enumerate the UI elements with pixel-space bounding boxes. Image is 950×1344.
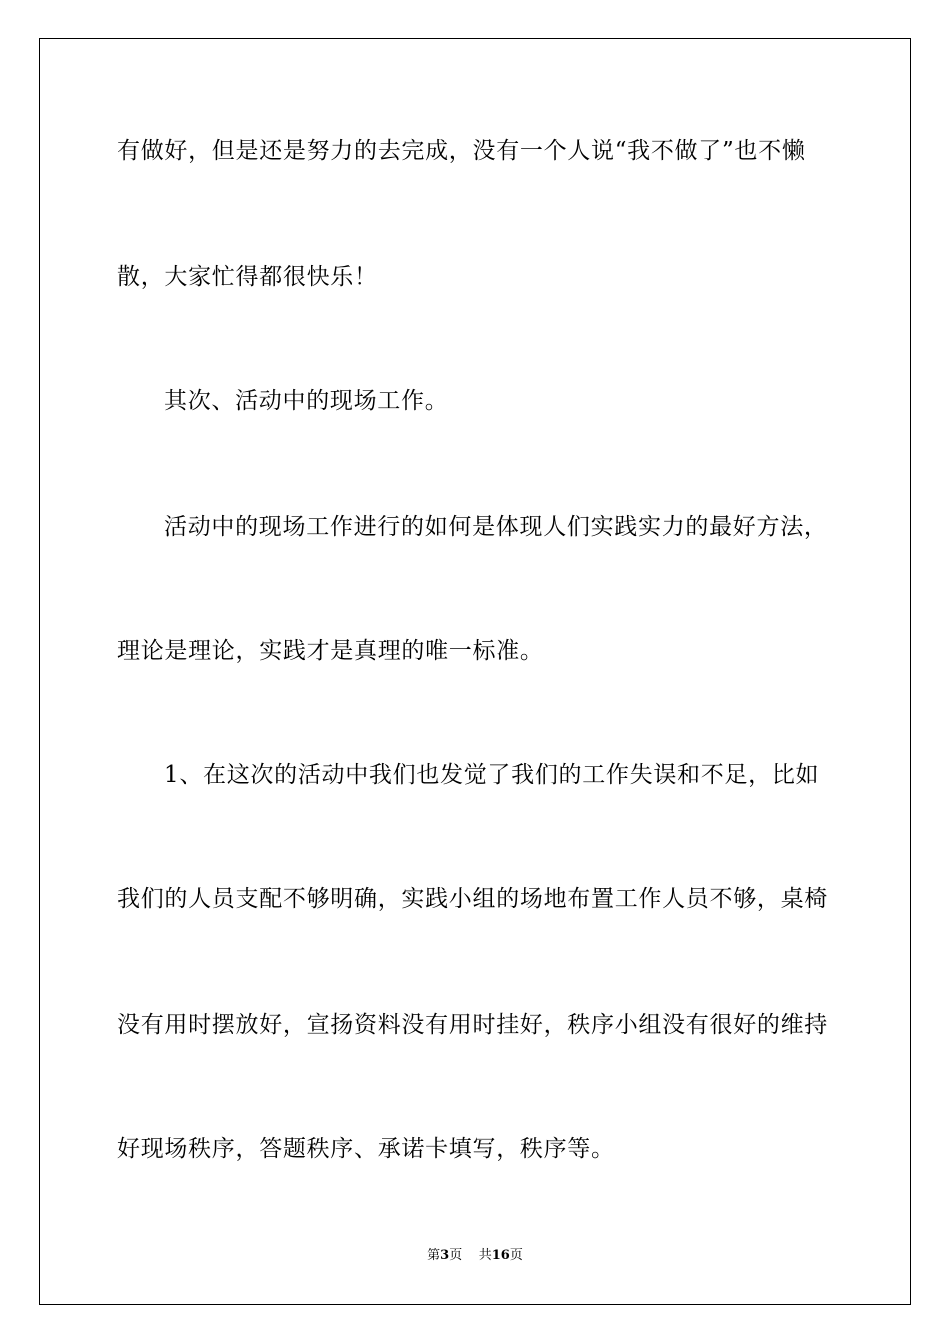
page-footer	[0, 1248, 950, 1264]
footer-page-suffix: 页	[449, 1248, 463, 1263]
text-line-6: 1、在这次的活动中我们也发觉了我们的工作失误和不足，比如	[164, 762, 820, 788]
footer-total-pages: 16	[491, 1248, 510, 1263]
page-border	[39, 38, 911, 1305]
footer-total-prefix: 共	[478, 1248, 492, 1263]
text-line-1: 有做好，但是还是努力的去完成，没有一个人说“我不做了”也不懒	[117, 138, 806, 164]
text-line-4: 活动中的现场工作进行的如何是体现人们实践实力的最好方法，	[164, 514, 828, 540]
text-line-8: 没有用时摆放好，宣扬资料没有用时挂好，秩序小组没有很好的维持	[117, 1012, 828, 1038]
footer-page-prefix: 第	[427, 1248, 441, 1263]
section-heading: 其次、活动中的现场工作。	[164, 388, 449, 414]
text-line-7: 我们的人员支配不够明确，实践小组的场地布置工作人员不够，桌椅	[117, 886, 828, 912]
text-line-5: 理论是理论，实践才是真理的唯一标准。	[117, 638, 544, 664]
footer-page-number: 3	[440, 1248, 450, 1263]
text-line-2: 散，大家忙得都很快乐！	[117, 264, 378, 290]
footer-total-suffix: 页	[509, 1248, 523, 1263]
text-line-9: 好现场秩序，答题秩序、承诺卡填写，秩序等。	[117, 1136, 615, 1162]
